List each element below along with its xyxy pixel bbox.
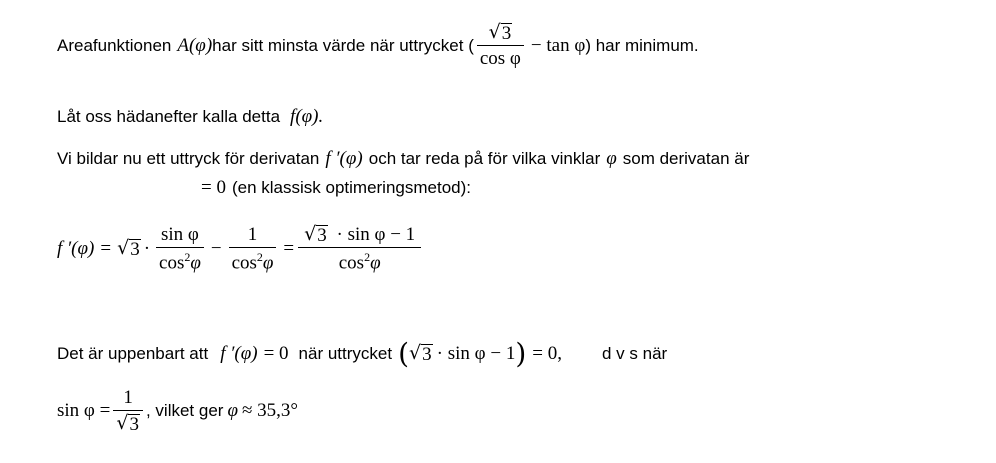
phi: φ — [606, 148, 617, 169]
approx-value: ≈ 35,3° — [241, 400, 298, 421]
f-phi: f(φ). — [290, 106, 324, 127]
text2: och tar reda på för vilka vinklar — [368, 149, 601, 168]
equals-zero: = 0 — [201, 177, 226, 198]
sqrt: √ 3 — [488, 21, 512, 44]
fraction-one-over-cos2: $\frac{1}{\cos^2\varphi}$ — [229, 224, 277, 274]
text-mid: när uttrycket — [298, 344, 393, 363]
minus: − — [210, 238, 222, 260]
dot: · — [143, 238, 151, 260]
paragraph-derivative-line1 — [57, 148, 749, 170]
text-start: Areafunktionen — [57, 36, 172, 55]
fraction-combined: √ 3 · sin φ − 1 $\cos^2\varphi$ — [301, 224, 418, 274]
equals: = — [100, 238, 112, 260]
fraction-sqrt3-over-cos: √ 3 cos φ — [477, 22, 524, 70]
fraction-one-over-sqrt3: 1 √ 3 — [113, 387, 143, 435]
paragraph-area-function — [57, 22, 699, 70]
text3: som derivatan är — [622, 149, 750, 168]
paragraph-define-f — [57, 106, 323, 128]
text-end: d v s när — [601, 344, 668, 363]
fraction-sin-over-cos2: $\frac{\text{sin φ}}{\cos^2\varphi}$ — [156, 224, 204, 274]
equals-zero: = 0 — [263, 343, 289, 364]
derivative-equation — [57, 224, 421, 274]
tan-term: − tan φ — [530, 35, 586, 56]
equals: = — [283, 238, 295, 260]
text: Låt oss hädanefter kalla detta — [57, 107, 281, 126]
expression: ( √ 3 · sin φ − 1 ) — [398, 337, 527, 370]
text: , vilket ger — [145, 401, 224, 420]
text: Vi bildar nu ett uttryck för derivatan — [57, 149, 320, 168]
paragraph-solution — [57, 387, 298, 435]
equals-zero-comma: = 0, — [532, 343, 562, 364]
text-mid: har sitt minsta värde när uttrycket ( — [212, 36, 474, 55]
sin-equals: sin φ = — [57, 400, 111, 421]
paragraph-derivative-line2 — [201, 177, 471, 199]
f-prime: f ′(φ) — [220, 343, 258, 364]
text-end: ) har minimum. — [585, 36, 699, 55]
phi: φ — [227, 400, 238, 421]
sqrt: √ 3 — [117, 236, 140, 260]
text: Det är uppenbart att — [57, 344, 209, 363]
text: (en klassisk optimeringsmetod): — [231, 178, 471, 197]
f-prime: f ′(φ) — [325, 148, 363, 169]
f-prime-lhs: f ′(φ) — [57, 238, 95, 260]
area-function: A(φ) — [177, 35, 213, 56]
paragraph-obvious — [57, 337, 668, 370]
